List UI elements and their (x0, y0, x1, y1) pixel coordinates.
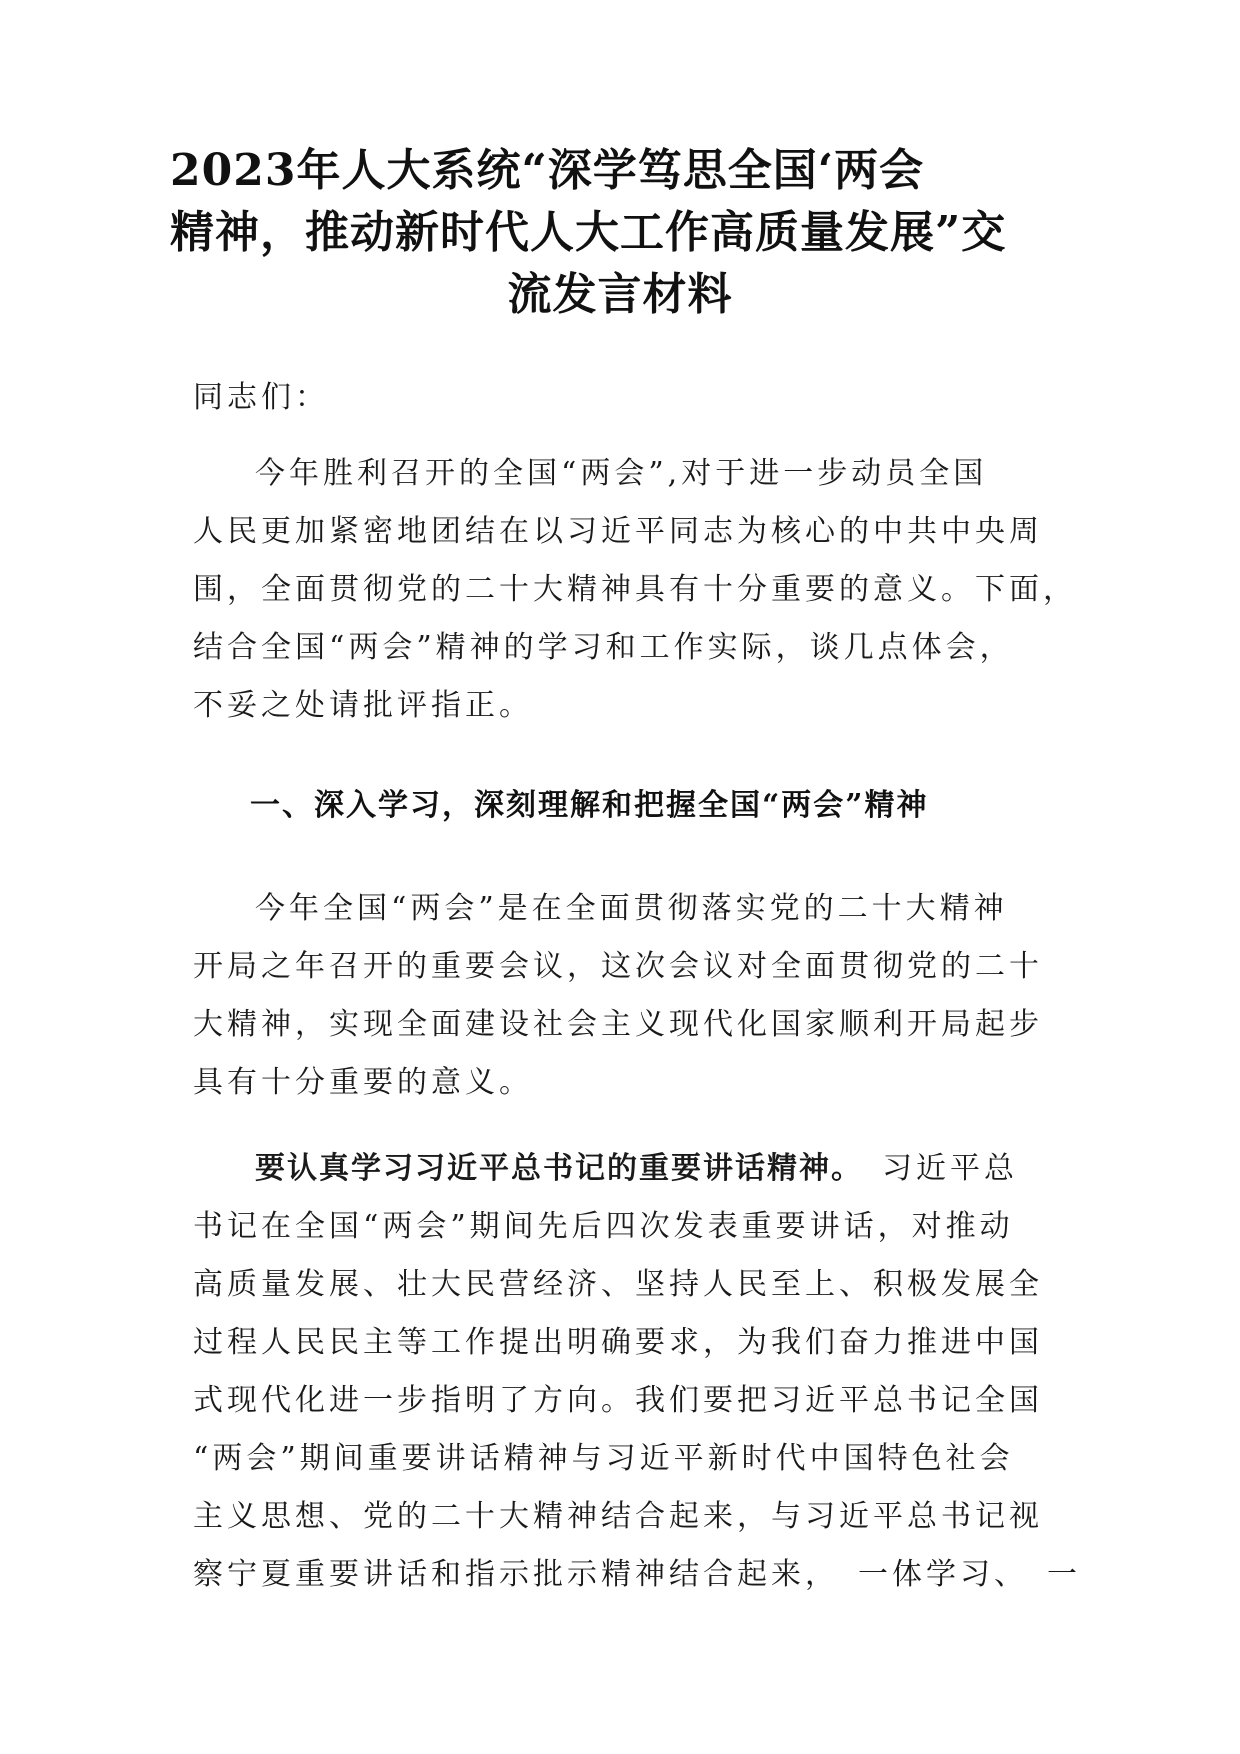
paragraph-line: 高质量发展、壮大民营经济、坚持人民至上、积极发展全 (193, 1267, 1043, 1302)
section-paragraph (193, 880, 1053, 1112)
paragraph-line: 具有十分重要的意义。 (193, 1065, 533, 1100)
intro-paragraph (193, 445, 1077, 735)
paragraph-line: 主义思想、党的二十大精神结合起来，与习近平总书记视 (193, 1499, 1043, 1534)
paragraph-line: 今年胜利召开的全国“两会”,对于进一步动员全国 (255, 456, 988, 491)
paragraph-line: 大精神，实现全面建设社会主义现代化国家顺利开局起步 (193, 1007, 1043, 1042)
paragraph-line: 式现代化进一步指明了方向。我们要把习近平总书记全国 (193, 1383, 1043, 1418)
paragraph-line: 开局之年召开的重要会议，这次会议对全面贯彻党的二十 (193, 949, 1043, 984)
paragraph-line: 书记在全国“两会”期间先后四次发表重要讲话，对推动 (193, 1209, 1014, 1244)
paragraph-line: 结合全国“两会”精神的学习和工作实际，谈几点体会， (193, 630, 1014, 665)
title-line: 流发言材料 (507, 269, 733, 320)
section-heading: 一、深入学习，深刻理解和把握全国“两会”精神 (250, 788, 929, 823)
title-line: 精神，推动新时代人大工作高质量发展”交 (170, 207, 1007, 258)
paragraph-line: 围，全面贯彻党的二十大精神具有十分重要的意义。下面， (193, 572, 1077, 607)
paragraph-text: 习近平总 (882, 1151, 1018, 1186)
subpoint-paragraph (193, 1140, 1081, 1604)
paragraph-line: 今年全国“两会”是在全面贯彻落实党的二十大精神 (255, 891, 1008, 926)
paragraph-line: 过程人民民主等工作提出明确要求，为我们奋力推进中国 (193, 1325, 1043, 1360)
title-line: 2023年人大系统“深学笃思全国‘两会 (170, 145, 925, 196)
salutation: 同志们： (193, 380, 329, 415)
document-title (170, 140, 1070, 326)
paragraph-line (193, 1140, 1053, 1198)
paragraph-line: “两会”期间重要讲话精神与习近平新时代中国特色社会 (193, 1441, 1014, 1476)
paragraph-line: 人民更加紧密地团结在以习近平同志为核心的中共中央周 (193, 514, 1043, 549)
paragraph-line: 不妥之处请批评指正。 (193, 688, 533, 723)
paragraph-line: 察宁夏重要讲话和指示批示精神结合起来， 一体学习、 一 (193, 1557, 1081, 1592)
subpoint-heading: 要认真学习习近平总书记的重要讲话精神。 (255, 1151, 848, 1186)
